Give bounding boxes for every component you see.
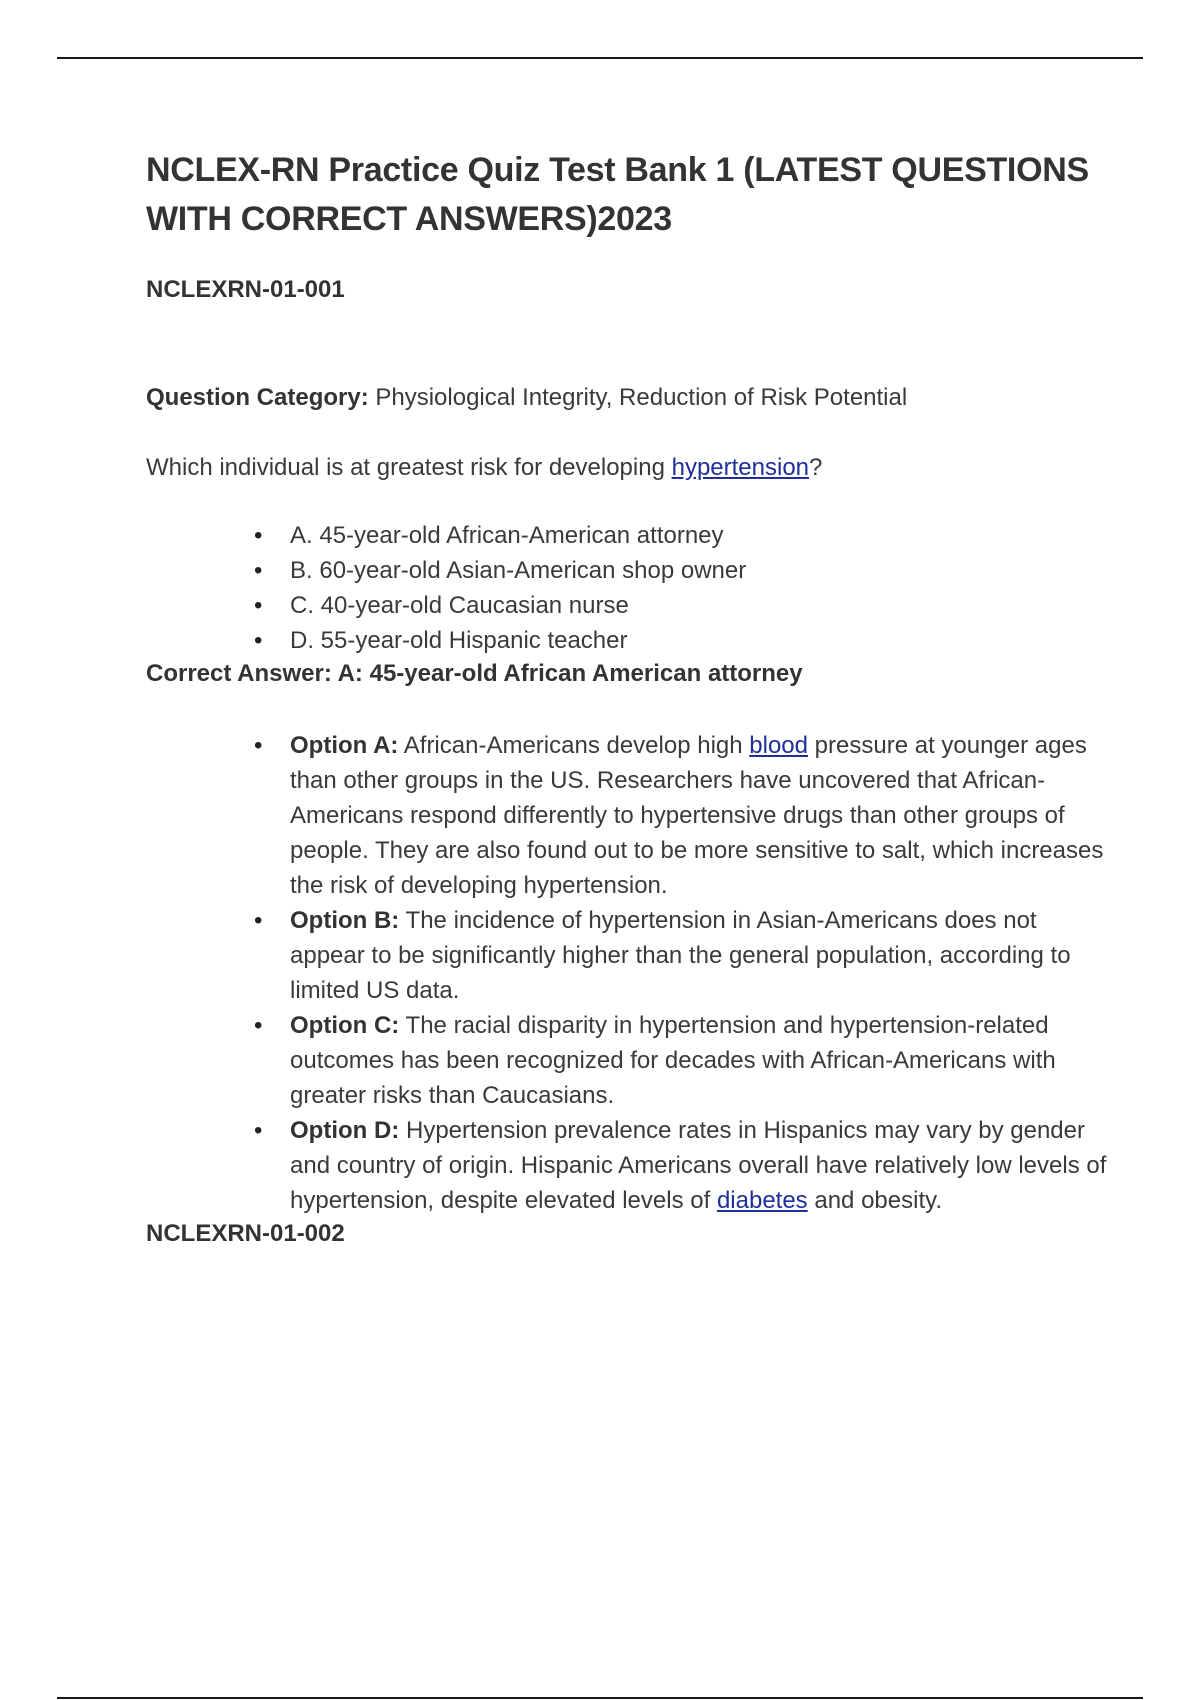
category-label: Question Category: bbox=[146, 384, 369, 411]
rationale-text: African-Americans develop high bbox=[398, 732, 750, 759]
question-id: NCLEXRN-01-001 bbox=[146, 276, 345, 303]
rationale-option-c bbox=[290, 1008, 1110, 1113]
rationale-label: Option B: bbox=[290, 907, 400, 934]
option-c: • C. 40-year-old Caucasian nurse bbox=[290, 588, 1106, 623]
hypertension-link[interactable]: hypertension bbox=[671, 454, 810, 481]
rationale-list bbox=[146, 728, 1110, 1218]
rationale-text: The incidence of hypertension in Asian-Americans does not appear to be significantly higher than the general population, according to limited US data. bbox=[290, 907, 1071, 1004]
option-b: • B. 60-year-old Asian-American shop owner bbox=[290, 553, 1106, 588]
question-category bbox=[146, 382, 1106, 414]
document-title: NCLEX-RN Practice Quiz Test Bank 1 (LATEST QUESTIONS WITH CORRECT ANSWERS)2023 bbox=[146, 151, 1089, 238]
rationale-option-d bbox=[290, 1113, 1110, 1218]
rationale-option-b bbox=[290, 903, 1110, 1008]
blood-link[interactable]: blood bbox=[749, 732, 809, 759]
question-text-end: ? bbox=[809, 454, 823, 481]
answer-options bbox=[146, 518, 1106, 658]
footer-rule bbox=[57, 1697, 1143, 1699]
option-a: • A. 45-year-old African-American attorney bbox=[290, 518, 1106, 553]
rationale-text: Hypertension prevalence rates in Hispanics may vary by gender and country of origin. Hispanic Americans overall have relatively low levels of hypertension, despite elevated levels of bbox=[290, 1117, 1107, 1214]
question-text-start: Which individual is at greatest risk for developing bbox=[146, 454, 672, 481]
category-value: Physiological Integrity, Reduction of Risk Potential bbox=[368, 384, 908, 411]
diabetes-link[interactable]: diabetes bbox=[716, 1187, 808, 1214]
question-text bbox=[146, 452, 1106, 484]
header-rule bbox=[57, 57, 1143, 59]
rationale-option-a bbox=[290, 728, 1110, 903]
option-d: • D. 55-year-old Hispanic teacher bbox=[290, 623, 1106, 658]
rationale-text: The racial disparity in hypertension and hypertension-related outcomes has been recognized for decades with African-Americans with greater risks than Caucasians. bbox=[290, 1012, 1056, 1109]
next-question-id: NCLEXRN-01-002 bbox=[146, 1220, 345, 1247]
rationale-text-end: and obesity. bbox=[807, 1187, 942, 1214]
document-body bbox=[146, 146, 1106, 1250]
rationale-label: Option A: bbox=[290, 732, 399, 759]
correct-answer: Correct Answer: A: 45-year-old African American attorney bbox=[146, 660, 803, 687]
rationale-text-end: pressure at younger ages than other groups in the US. Researchers have uncovered that African-Americans respond differently to hypertensive drugs than other groups of people. They are also found out to be more sensitive to salt, which increases the risk of developing hypertension. bbox=[290, 732, 1104, 899]
rationale-label: Option D: bbox=[290, 1117, 400, 1144]
rationale-label: Option C: bbox=[290, 1012, 400, 1039]
